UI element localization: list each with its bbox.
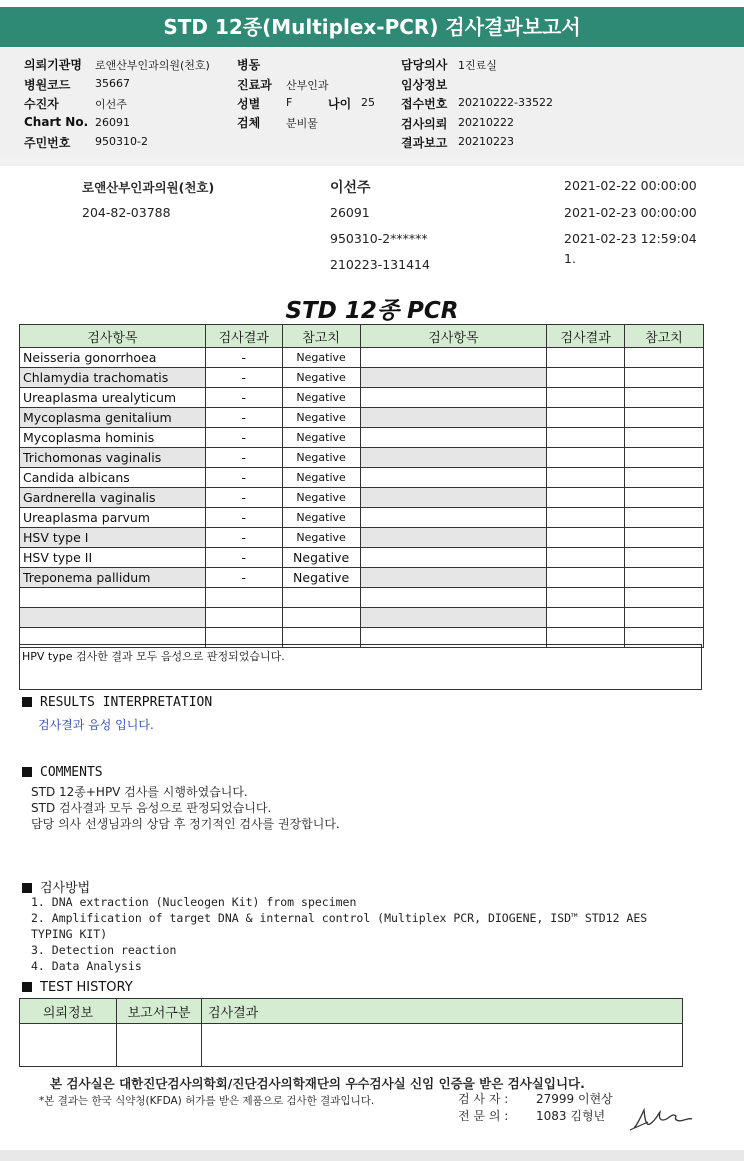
method-line: 3. Detection reaction <box>31 943 177 957</box>
history-heading-text: TEST HISTORY <box>40 980 133 995</box>
empty-cell <box>625 348 704 368</box>
col-header: 검사항목 <box>20 325 206 348</box>
history-table <box>19 998 683 1067</box>
history-col-header: 의뢰정보 <box>20 999 117 1024</box>
remark-box: HPV type 검사한 결과 모두 음성으로 판정되었습니다. <box>19 644 702 690</box>
method-heading <box>22 877 90 896</box>
empty-cell <box>360 348 547 368</box>
test-item-cell <box>20 608 206 628</box>
chart-number: 26091 <box>330 205 370 220</box>
sex-value: F <box>286 96 293 109</box>
table-row <box>20 448 704 468</box>
empty-cell <box>547 448 625 468</box>
col-header: 참고치 <box>625 325 704 348</box>
dept-label: 진료과 <box>237 78 272 92</box>
empty-cell <box>547 388 625 408</box>
date-received: 2021-02-23 00:00:00 <box>564 205 697 220</box>
empty-cell <box>547 428 625 448</box>
empty-cell <box>360 588 547 608</box>
history-col-header: 검사결과 <box>202 999 683 1024</box>
comments-heading <box>22 765 103 780</box>
ward-label: 병동 <box>237 58 261 72</box>
request-value: 20210222 <box>458 116 514 129</box>
results-table <box>19 324 704 648</box>
resident-value: 950310-2 <box>95 135 148 148</box>
method-line: TYPING KIT) <box>31 927 108 941</box>
date-reported: 2021-02-23 12:59:04 <box>564 231 697 246</box>
test-result-cell <box>205 608 282 628</box>
specimen-label: 검체 <box>237 116 261 130</box>
reference-cell: Negative <box>282 428 360 448</box>
specimen-value: 분비물 <box>286 117 318 130</box>
table-row <box>20 588 704 608</box>
resident-label: 주민번호 <box>24 136 71 150</box>
empty-cell <box>547 568 625 588</box>
col-header: 검사항목 <box>360 325 547 348</box>
empty-cell <box>547 408 625 428</box>
empty-cell <box>547 548 625 568</box>
doctor-label: 담당의사 <box>401 58 448 72</box>
table-row <box>20 488 704 508</box>
test-result-cell: - <box>205 468 282 488</box>
reference-cell: Negative <box>282 508 360 528</box>
report-label: 결과보고 <box>401 136 448 150</box>
empty-cell <box>360 508 547 528</box>
empty-cell <box>547 488 625 508</box>
empty-cell <box>547 368 625 388</box>
reference-cell: Negative <box>282 548 360 568</box>
history-col-header: 보고서구분 <box>117 999 202 1024</box>
specialist-value: 1083 김형년 <box>536 1109 606 1123</box>
reference-cell: Negative <box>282 488 360 508</box>
table-row <box>20 528 704 548</box>
reference-cell: Negative <box>282 448 360 468</box>
empty-cell <box>625 468 704 488</box>
header-separator <box>0 158 744 166</box>
test-result-cell: - <box>205 408 282 428</box>
test-item-cell: Ureaplasma parvum <box>20 508 206 528</box>
empty-cell <box>360 408 547 428</box>
empty-cell <box>547 508 625 528</box>
certification-text: 본 검사실은 대한진단검사의학회/진단검사의학재단의 우수검사실 신임 인증을 받은 검사실입니다. <box>50 1076 585 1091</box>
clinic-name: 로앤산부인과의원(천호) <box>82 180 215 195</box>
reference-cell <box>282 608 360 628</box>
table-row <box>20 548 704 568</box>
test-result-cell: - <box>205 388 282 408</box>
test-result-cell: - <box>205 448 282 468</box>
dept-value: 산부인과 <box>286 79 329 92</box>
empty-cell <box>360 448 547 468</box>
test-item-cell: HSV type I <box>20 528 206 548</box>
history-heading <box>22 980 133 995</box>
kfda-note: *본 결과는 한국 식약청(KFDA) 허가를 받은 제품으로 검사한 결과입니다. <box>39 1095 375 1107</box>
empty-cell <box>625 528 704 548</box>
col-header: 참고치 <box>282 325 360 348</box>
test-item-cell <box>20 588 206 608</box>
empty-cell <box>625 408 704 428</box>
empty-cell <box>625 428 704 448</box>
table-row <box>20 608 704 628</box>
resident-number: 950310-2****** <box>330 231 428 246</box>
date-request: 2021-02-22 00:00:00 <box>564 178 697 193</box>
table-row <box>20 388 704 408</box>
empty-cell <box>360 548 547 568</box>
test-item-cell: Trichomonas vaginalis <box>20 448 206 468</box>
empty-cell <box>625 608 704 628</box>
comment-line: STD 12종+HPV 검사를 시행하였습니다. <box>31 785 248 799</box>
empty-cell <box>360 488 547 508</box>
results-heading <box>22 695 212 710</box>
table-row <box>20 408 704 428</box>
sample-id: 210223-131414 <box>330 257 430 272</box>
method-line: 4. Data Analysis <box>31 959 142 973</box>
chart-value: 26091 <box>95 116 130 129</box>
method-heading-text: 검사방법 <box>40 881 91 896</box>
footer-bar <box>0 1150 744 1161</box>
results-table-header <box>20 325 704 348</box>
empty-cell <box>360 428 547 448</box>
col-header: 검사결과 <box>205 325 282 348</box>
chart-label: Chart No. <box>24 115 89 129</box>
empty-cell <box>547 608 625 628</box>
square-bullet-icon <box>22 767 32 777</box>
empty-cell <box>625 548 704 568</box>
empty-cell <box>360 528 547 548</box>
test-result-cell: - <box>205 568 282 588</box>
empty-cell <box>360 568 547 588</box>
results-heading-text: RESULTS INTERPRETATION <box>40 695 213 710</box>
empty-cell <box>360 468 547 488</box>
code-value: 35667 <box>95 77 130 90</box>
empty-cell <box>360 388 547 408</box>
test-result-cell: - <box>205 348 282 368</box>
empty-cell <box>360 368 547 388</box>
test-item-cell: Candida albicans <box>20 468 206 488</box>
history-row <box>20 1024 683 1067</box>
method-line: 1. DNA extraction (Nucleogen Kit) from specimen <box>31 895 357 909</box>
reference-cell: Negative <box>282 468 360 488</box>
receipt-value: 20210222-33522 <box>458 96 553 109</box>
method-line: 2. Amplification of target DNA & internal control (Multiplex PCR, DIOGENE, ISD™ STD12 AES <box>31 911 648 925</box>
empty-cell <box>625 388 704 408</box>
reference-cell: Negative <box>282 408 360 428</box>
test-item-cell: Ureaplasma urealyticum <box>20 388 206 408</box>
clinical-label: 임상정보 <box>401 78 448 92</box>
age-value: 25 <box>361 96 375 109</box>
test-result-cell: - <box>205 368 282 388</box>
square-bullet-icon <box>22 982 32 992</box>
age-label: 나이 <box>328 97 352 111</box>
empty-cell <box>547 468 625 488</box>
reference-cell: Negative <box>282 528 360 548</box>
empty-cell <box>360 608 547 628</box>
patient-label: 수진자 <box>24 97 59 111</box>
patient-name: 이선주 <box>330 180 371 196</box>
report-header <box>0 48 744 158</box>
test-result-cell: - <box>205 528 282 548</box>
square-bullet-icon <box>22 697 32 707</box>
col-header: 검사결과 <box>547 325 625 348</box>
comments-heading-text: COMMENTS <box>40 765 103 780</box>
empty-cell <box>547 348 625 368</box>
pcr-title: STD 12종 PCR <box>285 298 459 324</box>
tester-value: 27999 이현상 <box>536 1092 613 1106</box>
test-item-cell: Treponema pallidum <box>20 568 206 588</box>
table-row <box>20 568 704 588</box>
test-result-cell: - <box>205 428 282 448</box>
report-value: 20210223 <box>458 135 514 148</box>
empty-cell <box>625 448 704 468</box>
empty-cell <box>547 588 625 608</box>
table-row <box>20 508 704 528</box>
reference-cell <box>282 588 360 608</box>
test-item-cell: Mycoplasma genitalium <box>20 408 206 428</box>
empty-cell <box>625 568 704 588</box>
test-result-cell: - <box>205 548 282 568</box>
date-reported-suffix: 1. <box>564 251 576 266</box>
empty-cell <box>625 588 704 608</box>
test-item-cell: HSV type II <box>20 548 206 568</box>
table-row <box>20 348 704 368</box>
test-result-cell <box>205 588 282 608</box>
empty-cell <box>625 368 704 388</box>
hospital-label: 의뢰기관명 <box>24 58 82 72</box>
test-item-cell: Mycoplasma hominis <box>20 428 206 448</box>
square-bullet-icon <box>22 883 32 893</box>
test-item-cell: Neisseria gonorrhoea <box>20 348 206 368</box>
receipt-label: 접수번호 <box>401 97 448 111</box>
empty-cell <box>625 488 704 508</box>
comment-line: STD 검사결과 모두 음성으로 판정되었습니다. <box>31 801 272 815</box>
code-label: 병원코드 <box>24 78 71 92</box>
table-row <box>20 468 704 488</box>
patient-value: 이선주 <box>95 98 127 111</box>
request-label: 검사의뢰 <box>401 117 448 131</box>
reference-cell: Negative <box>282 348 360 368</box>
report-title: STD 12종(Multiplex-PCR) 검사결과보고서 <box>0 7 744 47</box>
table-row <box>20 368 704 388</box>
test-result-cell: - <box>205 508 282 528</box>
test-item-cell: Chlamydia trachomatis <box>20 368 206 388</box>
signature-icon <box>628 1100 694 1134</box>
test-item-cell: Gardnerella vaginalis <box>20 488 206 508</box>
reference-cell: Negative <box>282 368 360 388</box>
reference-cell: Negative <box>282 388 360 408</box>
sex-label: 성별 <box>237 97 261 111</box>
reference-cell: Negative <box>282 568 360 588</box>
table-row <box>20 428 704 448</box>
empty-cell <box>625 508 704 528</box>
tester-label: 검 사 자 : <box>458 1092 509 1106</box>
results-text: 검사결과 음성 입니다. <box>38 718 154 732</box>
test-result-cell: - <box>205 488 282 508</box>
specialist-label: 전 문 의 : <box>458 1109 509 1123</box>
hospital-value: 로앤산부인과의원(천호) <box>95 59 210 72</box>
comment-line: 담당 의사 선생님과의 상담 후 정기적인 검사를 권장합니다. <box>31 817 340 831</box>
doctor-value: 1진료실 <box>458 59 497 72</box>
empty-cell <box>547 528 625 548</box>
business-number: 204-82-03788 <box>82 205 171 220</box>
